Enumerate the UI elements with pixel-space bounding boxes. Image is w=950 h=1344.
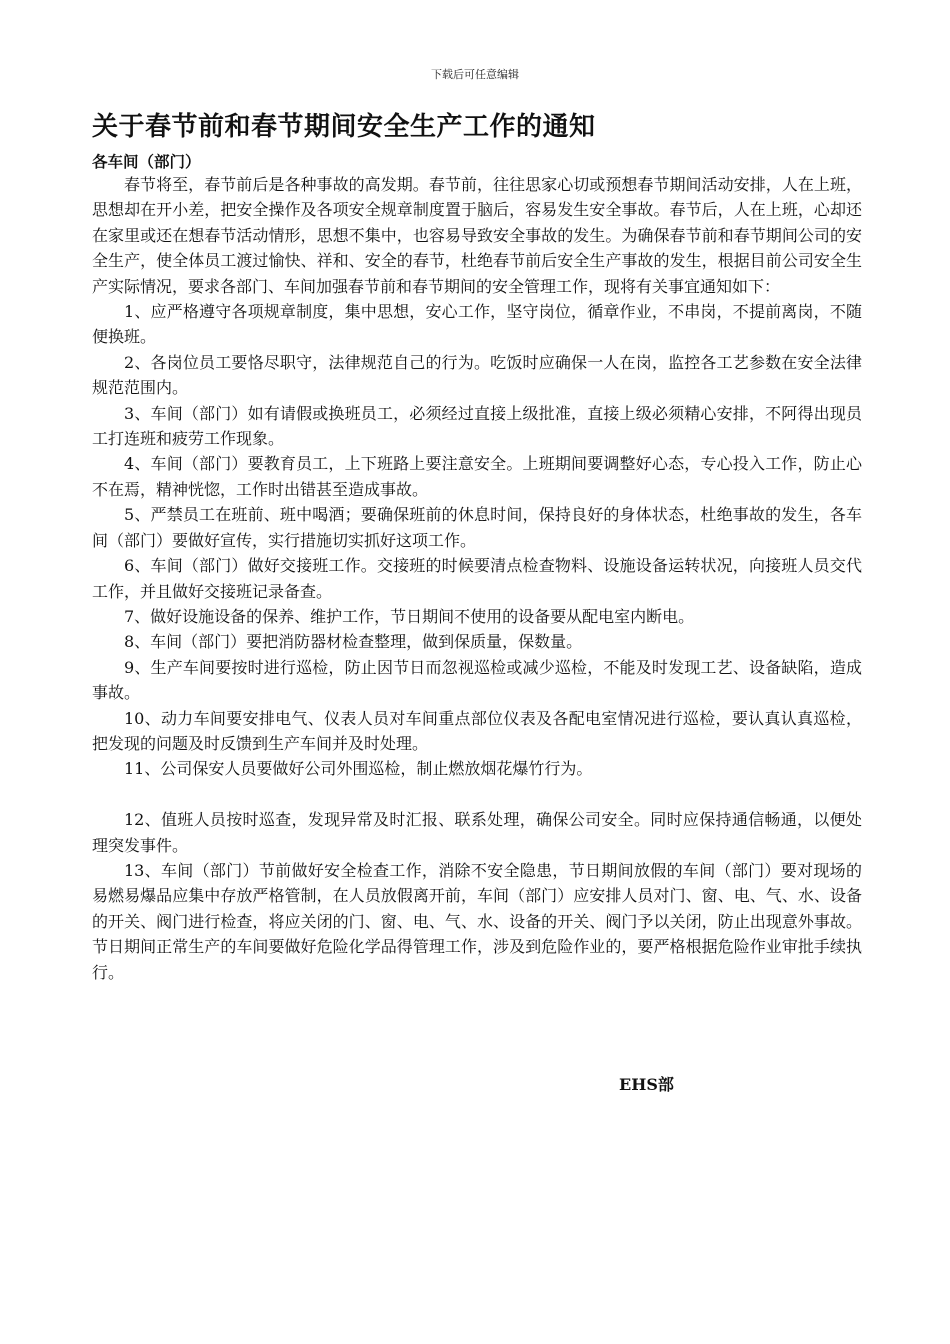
item-paragraph: 1、应严格遵守各项规章制度，集中思想，安心工作，坚守岗位，循章作业，不串岗，不提前离岗，不随便换班。	[92, 302, 862, 347]
item-paragraph: 10、动力车间要安排电气、仪表人员对车间重点部位仪表及各配电室情况进行巡检，要认真认真巡检，把发现的问题及时反馈到生产车间并及时处理。	[92, 708, 862, 753]
document-body	[92, 172, 862, 985]
item-paragraph: 8、车间（部门）要把消防器材检查整理，做到保质量，保数量。	[124, 632, 583, 652]
signature: EHS部	[619, 1075, 674, 1094]
item-paragraph: 12、值班人员按时巡查，发现异常及时汇报、联系处理，确保公司安全。同时应保持通信畅通，以便处理突发事件。	[92, 810, 862, 855]
item-paragraph: 9、生产车间要按时进行巡检，防止因节日而忽视巡检或减少巡检，不能及时发现工艺、设备缺陷，造成事故。	[92, 657, 862, 703]
document-title: 关于春节前和春节期间安全生产工作的通知	[92, 112, 596, 142]
intro-paragraph: 春节将至，春节前后是各种事故的高发期。春节前，往往思家心切或预想春节期间活动安排，人在上班，思想却在开小差，把安全操作及各项安全规章制度置于脑后，容易发生安全事故。春节后，人在上班，心却还在家里或还在想春节活动情形，思想不集中，也容易导致安全事故的发生。为确保春节前和春节期间公司的安全生产，使全体员工渡过愉快、祥和、安全的春节，杜绝春节前后安全生产事故的发生，根据目前公司安全生产实际情况，要求各部门、车间加强春节前和春节期间的安全管理工作，现将有关事宜通知如下：	[92, 175, 862, 296]
item-paragraph: 7、做好设施设备的保养、维护工作，节日期间不使用的设备要从配电室内断电。	[124, 606, 695, 626]
recipient-line: 各车间（部门）	[92, 152, 201, 171]
item-paragraph: 3、车间（部门）如有请假或换班员工，必须经过直接上级批准，直接上级必须精心安排，不阿得出现员工打连班和疲劳工作现象。	[92, 403, 862, 449]
item-paragraph: 2、各岗位员工要恪尽职守，法律规范自己的行为。吃饭时应确保一人在岗，监控各工艺参数在安全法律规范范围内。	[92, 352, 862, 398]
item-paragraph: 6、车间（部门）做好交接班工作。交接班的时候要清点检查物料、设施设备运转状况，向接班人员交代工作，并且做好交接班记录备查。	[92, 556, 862, 601]
header-note: 下载后可任意编辑	[431, 68, 519, 81]
item-paragraph: 5、严禁员工在班前、班中喝酒；要确保班前的休息时间，保持良好的身体状态，杜绝事故的发生，各车间（部门）要做好宣传，实行措施切实抓好这项工作。	[92, 505, 862, 550]
item-paragraph: 13、车间（部门）节前做好安全检查工作，消除不安全隐患，节日期间放假的车间（部门）要对现场的易燃易爆品应集中存放严格管制，在人员放假离开前，车间（部门）应安排人员对门、窗、电、气、水、设备的开关、阀门进行检查，将应关闭的门、窗、电、气、水、设备的开关、阀门予以关闭，防止出现意外事故。节日期间正常生产的车间要做好危险化学品得管理工作，涉及到危险作业的，要严格根据危险作业审批手续执行。	[92, 860, 862, 982]
item-paragraph: 4、车间（部门）要教育员工，上下班路上要注意安全。上班期间要调整好心态，专心投入工作，防止心不在焉，精神恍惚，工作时出错甚至造成事故。	[92, 454, 862, 499]
item-paragraph: 11、公司保安人员要做好公司外围巡检，制止燃放烟花爆竹行为。	[124, 759, 593, 779]
